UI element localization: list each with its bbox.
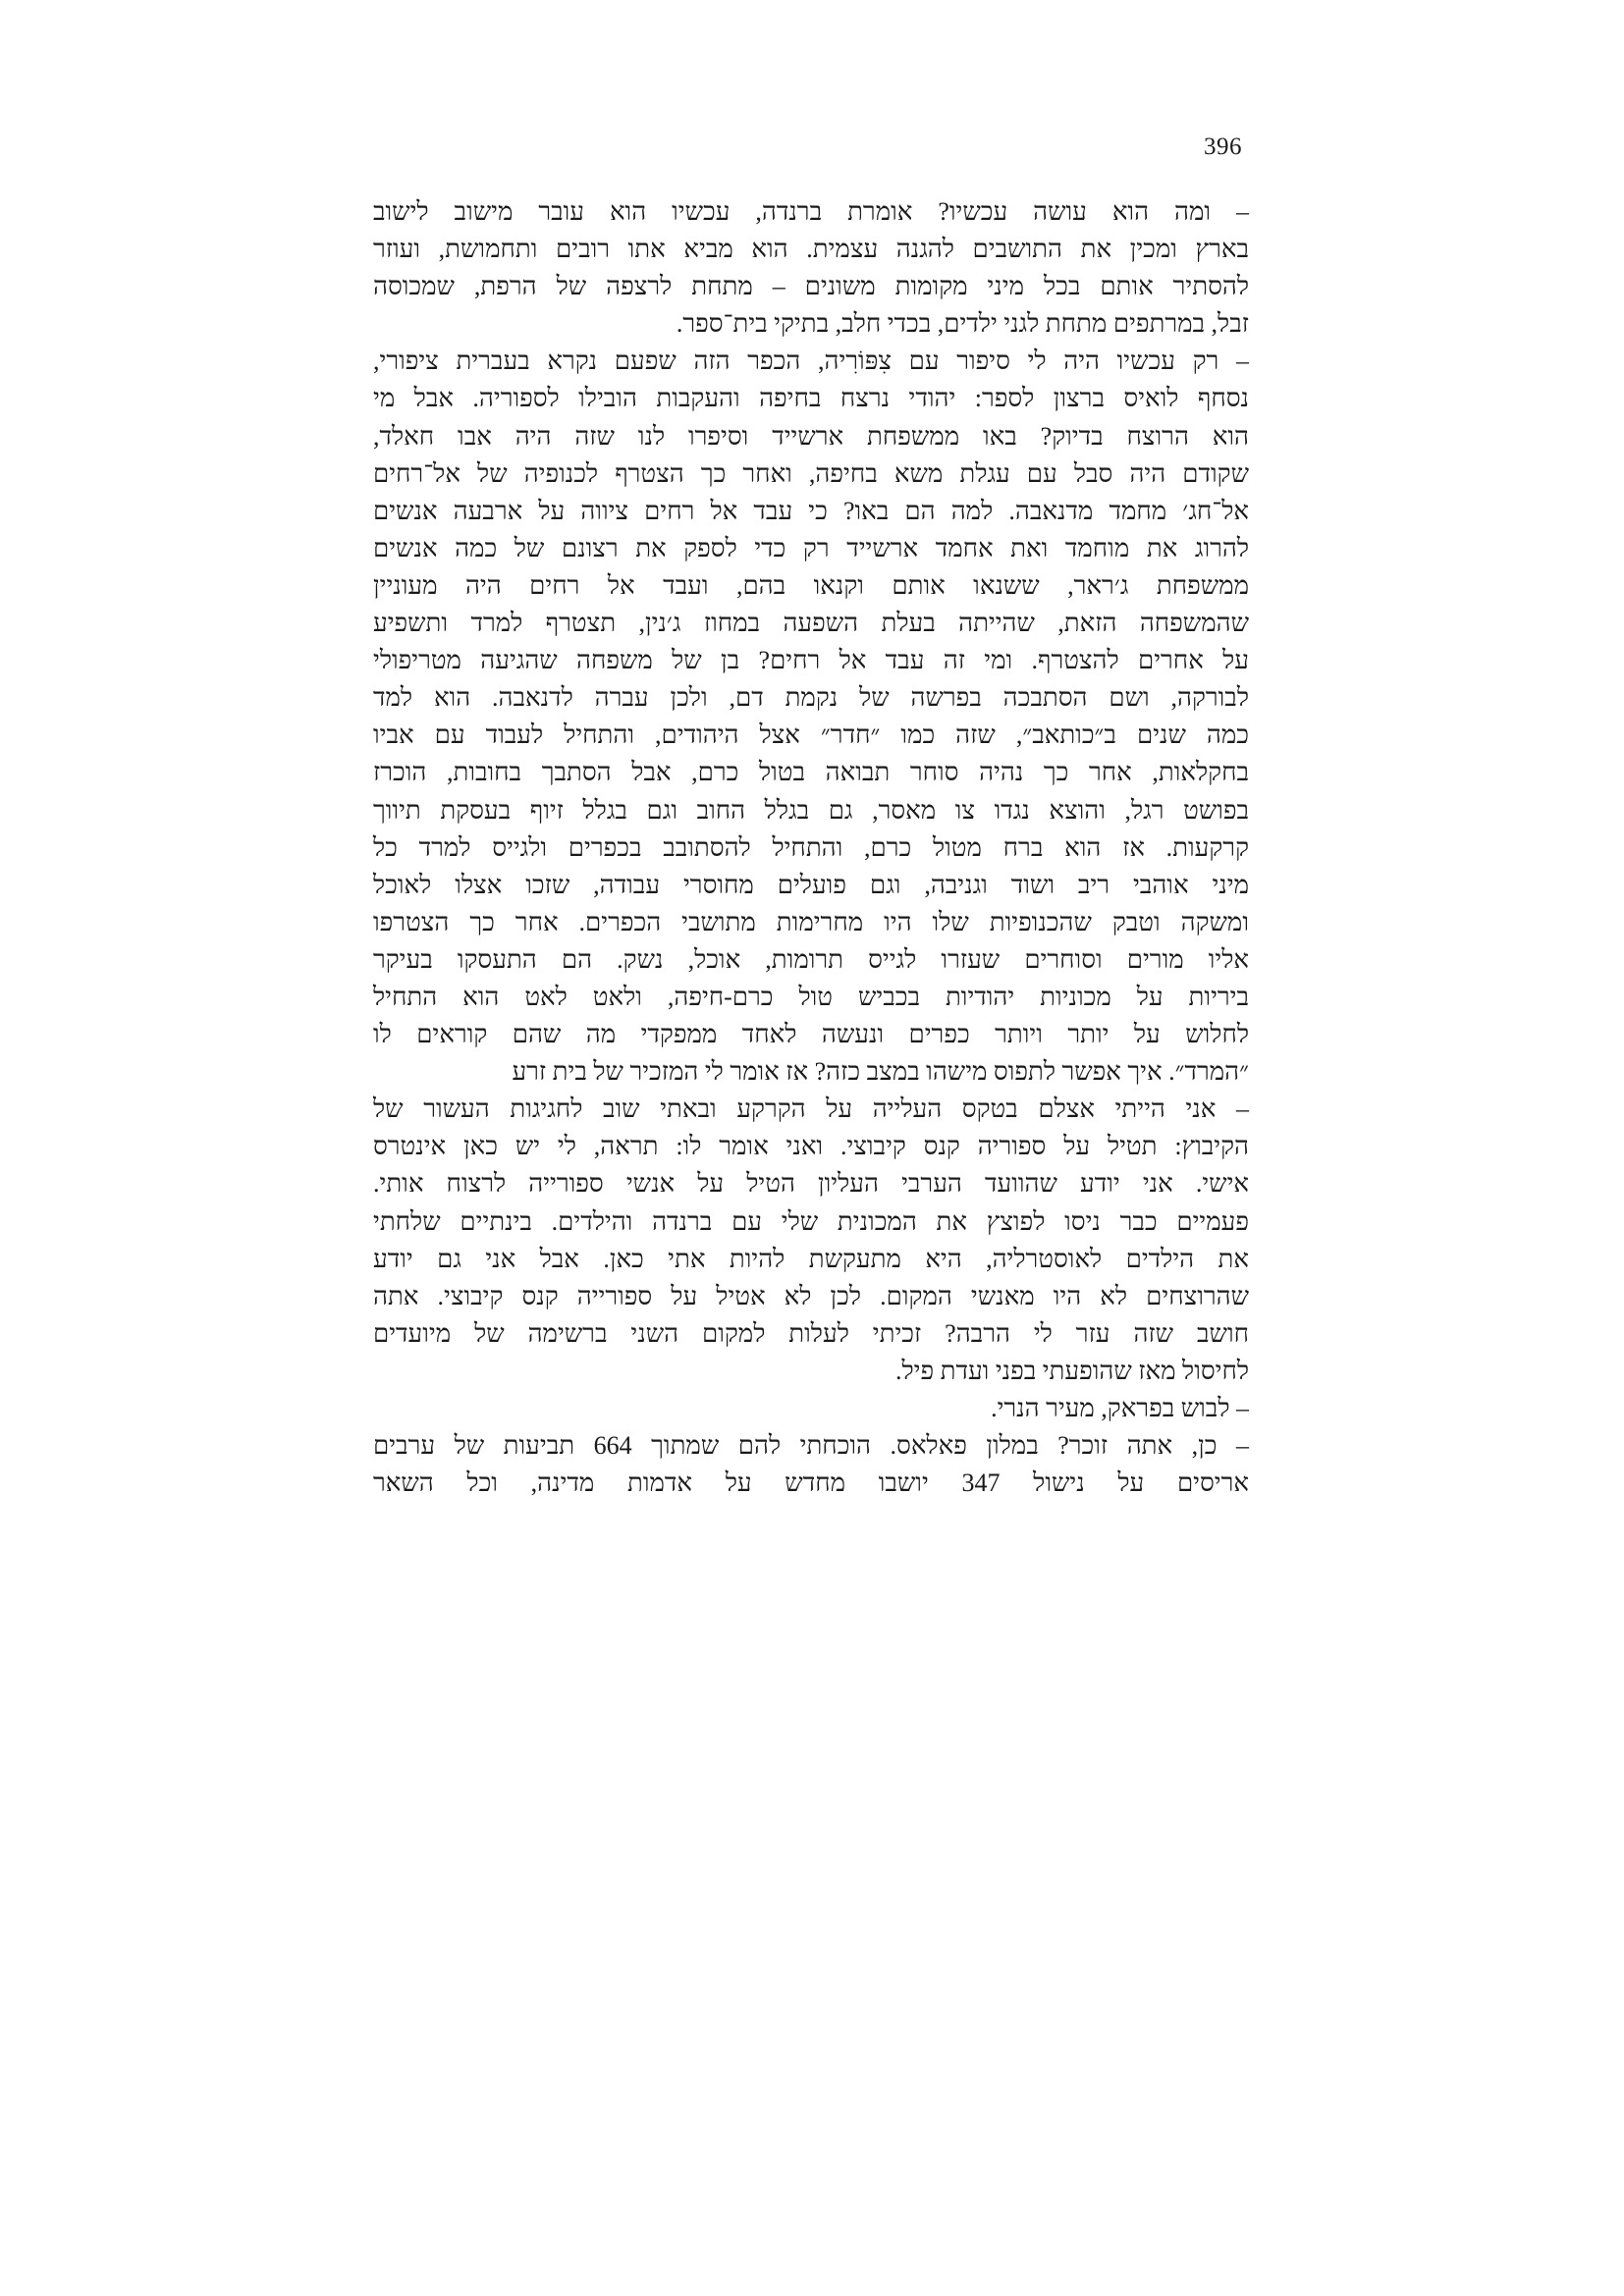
text-line: – כן, אתה זוכר? במלון פאלאס. הוכחתי להם שמתוך 664 תביעות של ערבים (373, 1431, 1249, 1461)
text-line: בארץ ומכין את התושבים להגנה עצמית. הוא מביא אתו רובים ותחמושת, ועוזר (373, 235, 1249, 264)
text-line: אליו מורים וסוחרים שעזרו לגייס תרומות, אוכל, נשק. הם התעסקו בעיקר (373, 944, 1249, 974)
text-line: שהרוצחים לא היו מאנשי המקום. לכן לא אטיל על ספורייה קנס קיבוצי. אתה (373, 1281, 1249, 1310)
text-line: – לבוש בפראק, מעיר הנרי. (991, 1394, 1249, 1422)
text-line: ״המרד״. איך אפשר לתפוס מישהו במצב כזה? אז אומר לי המזכיר של בית זרע (512, 1057, 1249, 1087)
text-line: קרקעות. אז הוא ברח מטול כרם, והתחיל להסתובב בכפרים ולגייס למרד כל (373, 832, 1249, 862)
text-line: חושב שזה עזר לי הרבה? זכיתי לעלות למקום השני ברשימה של מיועדים (373, 1318, 1249, 1348)
text-line: על אחרים להצטרף. ומי זה עבד אל רחים? בן של משפחה שהגיעה מטריפולי (373, 646, 1249, 675)
body-text (373, 193, 1249, 1502)
paragraph (373, 1390, 1249, 1427)
text-line: ומשקה וטבק שהכנופיות שלו היו מחרימות מתושבי הכפרים. אחר כך הצטרפו (373, 907, 1249, 936)
text-line: בחקלאות, אחר כך נהיה סוחר תבואה בטול כרם, אבל הסתבך בחובות, הוכרז (373, 758, 1249, 787)
text-line: להסתיר אותם בכל מיני מקומות משונים – מתחת לרצפה של הרפת, שמכוסה (373, 272, 1249, 301)
text-line: אל־חג׳ מחמד מדנאבה. למה הם באו? כי עבד אל רחים ציווה על ארבעה אנשים (373, 496, 1249, 525)
paragraph (373, 343, 1249, 1091)
text-line: נסחף לואיס ברצון לספר: יהודי נרצח בחיפה והעקבות הובילו לספוריה. אבל מי (373, 384, 1249, 413)
text-line: זבל, במרתפים מתחת לגני ילדים, בכדי חלב, בתיקי בית־ספר. (676, 309, 1249, 339)
text-line: לחיסול מאז שהופעתי בפני ועדת פיל. (894, 1356, 1249, 1385)
text-line: שקודם היה סבל עם עגלת משא בחיפה, ואחר כך הצטרף לכנופיה של אל־רחים (373, 458, 1249, 488)
text-line: לבורקה, ושם הסתבכה בפרשה של נקמת דם, ולכן עברה לדנאבה. הוא למד (373, 683, 1249, 713)
text-line: שהמשפחה הזאת, שהייתה בעלת השפעה במחוז ג׳נין, תצטרף למרד ותשפיע (373, 609, 1249, 638)
paragraph (373, 1427, 1249, 1502)
text-line: מיני אוהבי ריב ושוד וגניבה, וגם פועלים מחוסרי עבודה, שזכו אצלו לאוכל (373, 870, 1249, 899)
text-line: ביריות על מכוניות יהודיות בכביש טול כרם-חיפה, ולאט לאט הוא התחיל (373, 982, 1249, 1011)
text-line: את הילדים לאוסטרליה, היא מתעקשת להיות אתי כאן. אבל אני גם יודע (373, 1244, 1249, 1273)
text-line: לחלוש על יותר ויותר כפרים ונעשה לאחד ממפקדי מה שהם קוראים לו (373, 1020, 1249, 1049)
text-line: להרוג את מוחמד ואת אחמד ארשייד רק כדי לספק את רצונם של כמה אנשים (373, 533, 1249, 562)
text-line: – ומה הוא עושה עכשיו? אומרת ברנדה, עכשיו הוא עובר מישוב לישוב (373, 197, 1249, 226)
paragraph (373, 193, 1249, 343)
text-line: פעמיים כבר ניסו לפוצץ את המכונית שלי עם ברנדה והילדים. בינתיים שלחתי (373, 1206, 1249, 1236)
paragraph (373, 1091, 1249, 1390)
text-line: אריסים על נישול 347 יושבו מחדש על אדמות מדינה, וכל השאר (373, 1468, 1249, 1498)
text-line: – אני הייתי אצלם בטקס העלייה על הקרקע ובאתי שוב לחגיגות העשור של (373, 1095, 1249, 1124)
text-line: הקיבוץ: תטיל על ספוריה קנס קיבוצי. ואני אומר לו: תראה, לי יש כאן אינטרס (373, 1132, 1249, 1161)
text-line: ממשפחת ג׳ראר, ששנאו אותם וקנאו בהם, ועבד אל רחים היה מעוניין (373, 570, 1249, 600)
text-line: כמה שנים ב״כותאב״, שזה כמו ״חדר״ אצל היהודים, והתחיל לעבוד עם אביו (373, 721, 1249, 750)
text-line: בפושט רגל, והוצא נגדו צו מאסר, גם בגלל החוב וגם בגלל זיוף בעסקת תיווך (373, 795, 1249, 825)
text-line: – רק עכשיו היה לי סיפור עם צִפּוֹרִיה, הכפר הזה שפעם נקרא בעברית ציפורי, (373, 347, 1249, 376)
page-number: 396 (1204, 133, 1242, 160)
text-line: הוא הרוצח בדיוק? באו ממשפחת ארשייד וסיפרו לנו שזה היה אבו חאלד, (373, 421, 1249, 451)
text-line: אישי. אני יודע שהוועד הערבי העליון הטיל על אנשי ספורייה לרצוח אותי. (373, 1169, 1249, 1199)
